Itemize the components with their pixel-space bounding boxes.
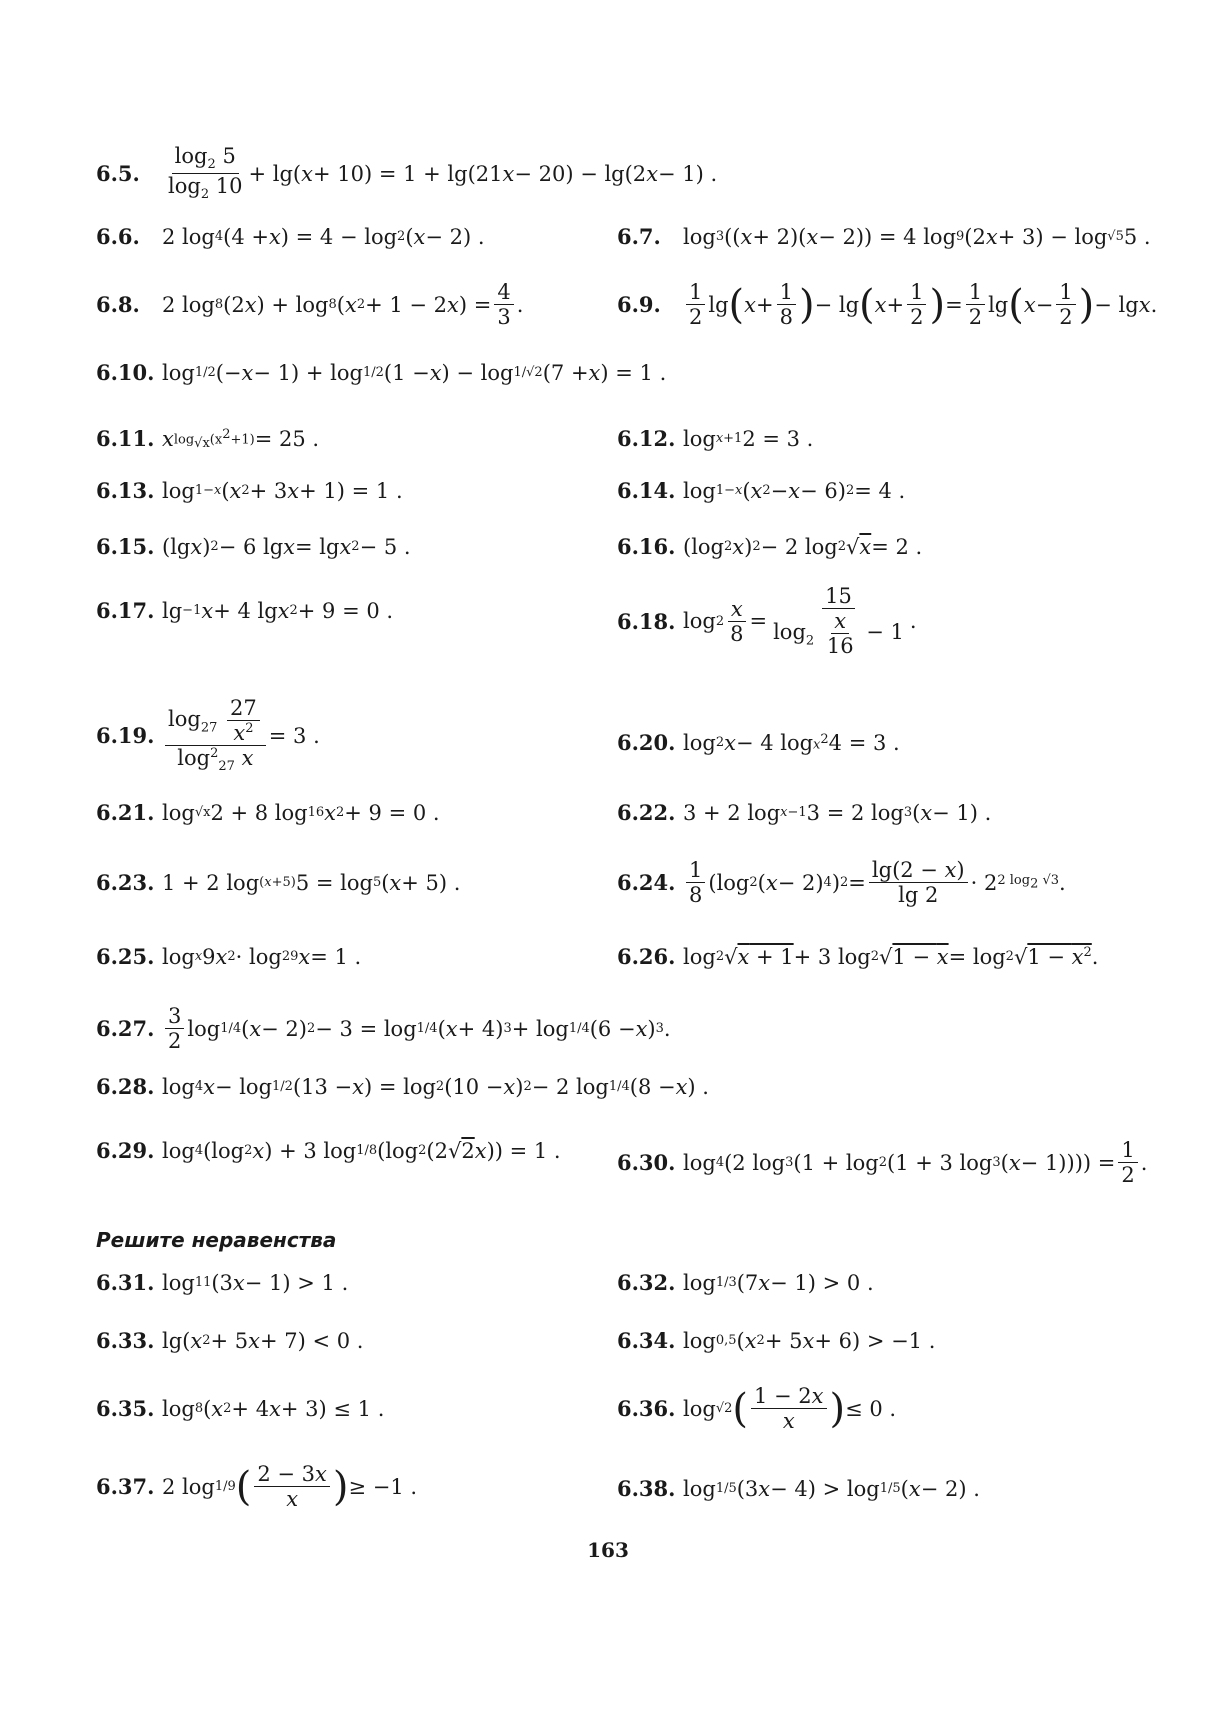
equation: 2 log 8 (2 x ) + log 8 ( x 2 + 1 − 2 x ) = $\frac{4}{3}$ .: [162, 280, 524, 330]
equation: log x 9 x 2 · log 2 9 x = 1 .: [162, 944, 362, 969]
equation: log 1/3 (7 x − 1) > 0 .: [683, 1270, 874, 1295]
problem-6-22: [617, 800, 991, 825]
problem-6-38: [617, 1476, 980, 1501]
equation: log 4 (log 2 x ) + 3 log 1/8 (log 2 (2√ 2 x )) = 1 .: [162, 1138, 561, 1163]
equation: 2 log 4 (4 + x ) = 4 − log 2 ( x − 2) .: [162, 224, 485, 249]
problem-number: 6.33.: [96, 1328, 155, 1353]
problem-6-27: [96, 1004, 671, 1053]
problem-6-28: [96, 1074, 709, 1099]
equation: (log 2 x ) 2 − 2 log 2 √ x = 2 .: [683, 534, 923, 559]
equation: log 11 (3 x − 1) > 1 .: [162, 1270, 349, 1295]
problem-6-14: [617, 478, 905, 503]
problem-6-9: [617, 280, 1157, 329]
problem-number: 6.5.: [96, 161, 140, 187]
problem-number: 6.25.: [96, 944, 155, 969]
problem-6-13: [96, 478, 403, 503]
problem-number: 6.31.: [96, 1270, 155, 1295]
problem-6-17: [96, 598, 393, 623]
problem-6-35: [96, 1396, 384, 1421]
problem-number: 6.37.: [96, 1474, 155, 1500]
equation: 2 log 1/9 ( $\frac{2 - 3x}{x}$ ) ≥ −1 .: [162, 1462, 418, 1512]
equation: log 4 (2 log 3 (1 + log 2 (1 + 3 log 3 ( x − 1)))) = $\frac{1}{2}$ .: [683, 1138, 1148, 1188]
problem-6-10: [96, 360, 666, 385]
problem-6-31: [96, 1270, 348, 1295]
problem-number: 6.16.: [617, 534, 676, 559]
equation: lg( x 2 + 5 x + 7) < 0 .: [162, 1328, 364, 1353]
problem-6-11: [96, 426, 319, 451]
problem-6-5: [96, 144, 717, 203]
equation: log 8 ( x 2 + 4 x + 3) ≤ 1 .: [162, 1396, 385, 1421]
equation: 1 + 2 log (x+5) 5 = log 5 ( x + 5) .: [162, 870, 461, 895]
problem-number: 6.11.: [96, 426, 155, 451]
equation: log 0,5 ( x 2 + 5 x + 6) > −1 .: [683, 1328, 936, 1353]
problem-number: 6.10.: [96, 360, 155, 385]
equation: log 1−x ( x 2 − x − 6) 2 = 4 .: [683, 478, 906, 503]
equation: $\frac{1}{8}$ (log 2 ( x − 2) 4 ) 2 = $\frac{\lg(2 - x)}{\lg 2}$ · 2 2 $\log_2 √3$ .: [683, 858, 1066, 907]
problem-number: 6.36.: [617, 1396, 676, 1422]
equation: (lg x ) 2 − 6 lg x = lg x 2 − 5 .: [162, 534, 411, 559]
problem-6-33: [96, 1328, 363, 1353]
equation: log 2 $\frac{x}{8}$ = 15 $\log_2$ $\frac{x}{16}$ − 1 .: [683, 584, 917, 659]
equation: $\frac{1}{2}$ lg ( x + $\frac{1}{8}$ ) − lg ( x + $\frac{1}{2}$ ) = $\frac{1}{2}$ lg ( x − $\frac{1}{2}$ ) − lg x .: [683, 280, 1157, 329]
problem-6-37: [96, 1462, 417, 1511]
problem-number: 6.15.: [96, 534, 155, 559]
problem-number: 6.20.: [617, 730, 676, 755]
problem-number: 6.26.: [617, 944, 676, 969]
problem-6-30: [617, 1138, 1147, 1187]
problem-6-34: [617, 1328, 935, 1353]
problem-number: 6.35.: [96, 1396, 155, 1421]
problem-number: 6.29.: [96, 1138, 155, 1163]
problem-number: 6.21.: [96, 800, 155, 825]
equation: log √x 2 + 8 log 16 x 2 + 9 = 0 .: [162, 800, 440, 825]
equation: $\frac{3}{2}$ log 1/4 ( x − 2) 2 − 3 = log 1/4 ( x + 4) 3 + log 1/4 (6 − x ) 3 .: [162, 1004, 671, 1053]
problem-6-25: [96, 944, 361, 969]
problem-number: 6.38.: [617, 1476, 676, 1501]
problem-6-23: [96, 870, 460, 895]
equation: lg −1 x + 4 lg x 2 + 9 = 0 .: [162, 598, 394, 623]
problem-6-7: [617, 224, 1151, 249]
equation: log 1/5 (3 x − 4) > log 1/5 ( x − 2) .: [683, 1476, 980, 1501]
problem-6-32: [617, 1270, 874, 1295]
problem-number: 6.12.: [617, 426, 676, 451]
equation: 3 + 2 log x−1 3 = 2 log 3 ( x − 1) .: [683, 800, 992, 825]
problem-6-12: [617, 426, 813, 451]
problem-number: 6.28.: [96, 1074, 155, 1099]
problem-6-24: [617, 858, 1066, 907]
equation: x $\log_{√x}(x^2+1)$ = 25 .: [162, 426, 320, 451]
equation: log √2 ( $\frac{1 - 2x}{x}$ ) ≤ 0 .: [683, 1384, 897, 1434]
problem-6-20: [617, 730, 900, 755]
problem-number: 6.6.: [96, 224, 140, 249]
problem-6-19: [96, 696, 320, 775]
equation: log 4 x − log 1/2 (13 − x ) = log 2 (10 − x ) 2 − 2 log 1/4 (8 − x ) .: [162, 1074, 709, 1099]
problem-number: 6.8.: [96, 292, 140, 318]
problem-number: 6.7.: [617, 224, 661, 249]
problem-6-6: [96, 224, 485, 249]
problem-6-18: [617, 584, 917, 658]
problem-6-21: [96, 800, 440, 825]
problem-number: 6.23.: [96, 870, 155, 895]
equation: log 2 √ x + 1 + 3 log 2 √ 1 − x = log 2 √ $1 - x^2$ .: [683, 944, 1099, 969]
problem-number: 6.34.: [617, 1328, 676, 1353]
problem-number: 6.32.: [617, 1270, 676, 1295]
equation: log 2 x − 4 log $x^2$ 4 = 3 .: [683, 730, 900, 755]
problem-number: 6.18.: [617, 608, 676, 634]
problem-number: 6.17.: [96, 598, 155, 623]
problem-number: 6.27.: [96, 1016, 155, 1042]
problem-number: 6.13.: [96, 478, 155, 503]
problem-number: 6.14.: [617, 478, 676, 503]
problem-6-16: [617, 534, 922, 559]
problem-number: 6.9.: [617, 292, 661, 318]
problem-6-29: [96, 1138, 561, 1163]
equation: log 1/2 (− x − 1) + log 1/2 (1 − x ) − log 1/√2 (7 + x ) = 1 .: [162, 360, 667, 385]
problem-number: 6.22.: [617, 800, 676, 825]
section-heading: Решите неравенства: [96, 1228, 337, 1252]
problem-6-8: [96, 280, 523, 329]
equation: log 3 (( x + 2)( x − 2)) = 4 log 9 (2 x + 3) − log √5 5 .: [683, 224, 1151, 249]
problem-number: 6.24.: [617, 870, 676, 896]
problem-number: 6.30.: [617, 1150, 676, 1176]
page-number: 163: [587, 1538, 629, 1562]
problem-6-15: [96, 534, 411, 559]
problem-6-36: [617, 1384, 896, 1433]
equation: log x+1 2 = 3 .: [683, 426, 814, 451]
equation: $\frac{\log_2 5}{\log_2 10}$ + lg( x + 10) = 1 + lg(21 x − 20) − lg(2 x − 1) .: [168, 144, 718, 203]
equation: log 1−x ( x 2 + 3 x + 1) = 1 .: [162, 478, 403, 503]
problem-6-26: [617, 944, 1098, 969]
problem-number: 6.19.: [96, 723, 155, 749]
equation: $\log_{27}$ $\frac{27}{x^2}$ $\log^2_{27} x$ = 3 .: [162, 696, 320, 775]
